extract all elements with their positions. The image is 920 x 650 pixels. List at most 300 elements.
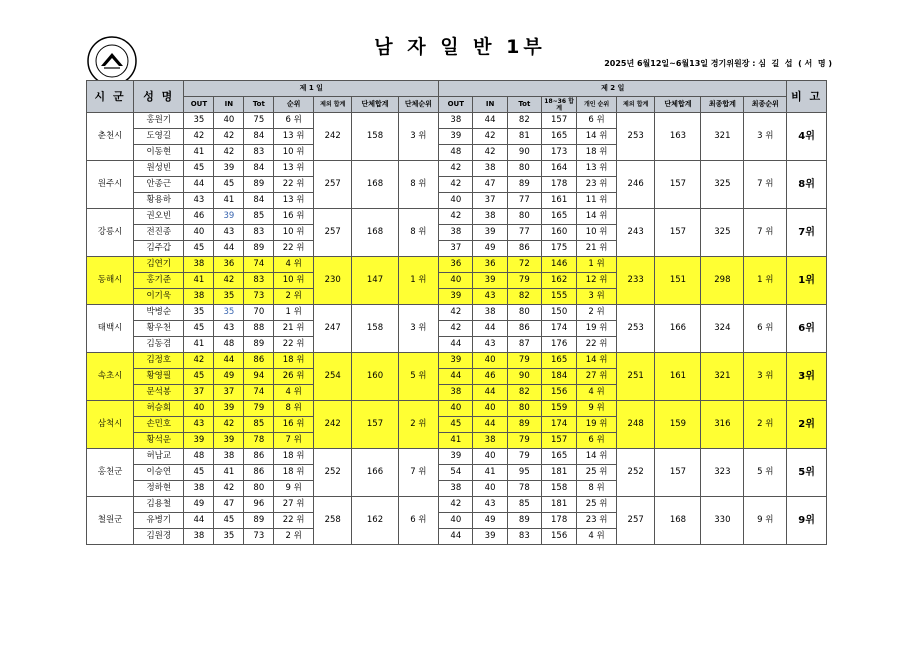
d1-tot: 83 [244,273,274,289]
d2-cumulative: 165 [541,449,576,465]
d1-rank: 27 위 [274,497,314,513]
col-d2-cum: 18~36 합계 [541,97,576,113]
d1-rank: 10 위 [274,145,314,161]
d1-out: 45 [184,161,214,177]
d2-cumulative: 164 [541,161,576,177]
d1-out: 44 [184,513,214,529]
remark-rank: 7위 [787,209,827,257]
final-rank: 3 위 [744,113,787,161]
d1-rank: 21 위 [274,321,314,337]
d1-out: 42 [184,129,214,145]
d2-out: 38 [439,481,473,497]
team-region: 동해시 [87,257,134,305]
d1-rank: 26 위 [274,369,314,385]
d2-in: 38 [473,305,507,321]
d2-indiv-rank: 21 위 [577,241,617,257]
d1-in: 45 [214,177,244,193]
d1-out: 38 [184,529,214,545]
d2-out: 39 [439,129,473,145]
d2-in: 39 [473,225,507,241]
d2-cumulative: 173 [541,145,576,161]
d2-cumulative: 157 [541,113,576,129]
d2-team-sum: 166 [655,305,701,353]
d2-in: 44 [473,417,507,433]
final-sum: 298 [701,257,744,305]
d1-out: 45 [184,321,214,337]
player-name: 도영길 [134,129,184,145]
d2-cumulative: 174 [541,321,576,337]
d2-cumulative: 150 [541,305,576,321]
col-d2-tot: Tot [507,97,541,113]
d1-team-sum: 157 [352,401,398,449]
d2-tot: 81 [507,129,541,145]
d2-indiv-rank: 14 위 [577,353,617,369]
d1-in: 40 [214,113,244,129]
d1-tot: 89 [244,241,274,257]
remark-rank: 5위 [787,449,827,497]
d2-indiv-rank: 19 위 [577,321,617,337]
d2-tot: 79 [507,353,541,369]
d2-team-sum: 157 [655,449,701,497]
d2-in: 38 [473,433,507,449]
d2-in: 40 [473,449,507,465]
d2-tot: 80 [507,305,541,321]
d2-out: 39 [439,289,473,305]
d2-out: 44 [439,369,473,385]
d2-cumulative: 159 [541,401,576,417]
d2-out: 44 [439,337,473,353]
d2-out: 54 [439,465,473,481]
d2-out: 41 [439,433,473,449]
d2-tot: 86 [507,241,541,257]
d1-out: 37 [184,385,214,401]
player-row [87,161,827,177]
remark-rank: 3위 [787,353,827,401]
d2-indiv-rank: 14 위 [577,129,617,145]
d2-tot: 85 [507,497,541,513]
final-rank: 6 위 [744,305,787,353]
d1-tot: 74 [244,257,274,273]
player-name: 허승회 [134,401,184,417]
d1-tot: 84 [244,193,274,209]
d2-team-sum: 151 [655,257,701,305]
d2-team-sum: 163 [655,113,701,161]
d1-team-exclude: 242 [313,401,352,449]
team-region: 강릉시 [87,209,134,257]
d2-indiv-rank: 12 위 [577,273,617,289]
d2-cumulative: 156 [541,529,576,545]
d2-team-exclude: 243 [616,209,655,257]
d1-rank: 2 위 [274,529,314,545]
player-name: 원성빈 [134,161,184,177]
d2-in: 40 [473,353,507,369]
d1-team-rank: 3 위 [398,305,439,353]
d2-out: 39 [439,449,473,465]
player-row [87,305,827,321]
d2-in: 47 [473,177,507,193]
team-region: 태백시 [87,305,134,353]
player-row [87,401,827,417]
player-row [87,209,827,225]
d2-indiv-rank: 10 위 [577,225,617,241]
d1-in: 42 [214,145,244,161]
d2-cumulative: 160 [541,225,576,241]
d2-in: 42 [473,129,507,145]
d1-tot: 85 [244,209,274,225]
d2-in: 44 [473,385,507,401]
d1-rank: 13 위 [274,161,314,177]
d1-in: 48 [214,337,244,353]
d1-team-sum: 168 [352,209,398,257]
d1-out: 38 [184,257,214,273]
d1-out: 41 [184,337,214,353]
player-row [87,353,827,369]
d1-team-exclude: 247 [313,305,352,353]
d1-rank: 4 위 [274,257,314,273]
d2-in: 44 [473,113,507,129]
d1-out: 44 [184,177,214,193]
col-day2: 제 2 일 [439,81,787,97]
d2-out: 40 [439,273,473,289]
d1-in: 39 [214,161,244,177]
d2-cumulative: 181 [541,497,576,513]
d2-cumulative: 176 [541,337,576,353]
d1-tot: 89 [244,177,274,193]
d2-in: 37 [473,193,507,209]
final-sum: 323 [701,449,744,497]
d1-out: 41 [184,273,214,289]
d2-indiv-rank: 14 위 [577,209,617,225]
d1-tot: 89 [244,513,274,529]
col-final-sum: 최종합계 [701,97,744,113]
page-title: 남 자 일 반 1부 [374,36,546,58]
col-day1: 제 1 일 [184,81,439,97]
d1-out: 38 [184,481,214,497]
player-name: 김연기 [134,257,184,273]
d1-team-rank: 1 위 [398,257,439,305]
d1-in: 38 [214,449,244,465]
d1-out: 43 [184,193,214,209]
d2-indiv-rank: 4 위 [577,529,617,545]
d2-indiv-rank: 19 위 [577,417,617,433]
d1-in: 41 [214,193,244,209]
d1-team-rank: 8 위 [398,209,439,257]
d2-indiv-rank: 3 위 [577,289,617,305]
col-d1-out: OUT [184,97,214,113]
d1-team-exclude: 252 [313,449,352,497]
player-name: 김원경 [134,529,184,545]
d2-tot: 79 [507,273,541,289]
final-rank: 2 위 [744,401,787,449]
d1-team-rank: 3 위 [398,113,439,161]
col-d2-out: OUT [439,97,473,113]
d2-tot: 95 [507,465,541,481]
d2-tot: 89 [507,513,541,529]
d2-tot: 86 [507,321,541,337]
d2-in: 43 [473,497,507,513]
final-rank: 1 위 [744,257,787,305]
d1-in: 47 [214,497,244,513]
d2-tot: 82 [507,385,541,401]
d2-cumulative: 174 [541,417,576,433]
d2-cumulative: 165 [541,353,576,369]
d1-rank: 18 위 [274,353,314,369]
d2-out: 42 [439,177,473,193]
d2-in: 38 [473,161,507,177]
d1-team-sum: 162 [352,497,398,545]
d2-indiv-rank: 1 위 [577,257,617,273]
team-region: 철원군 [87,497,134,545]
d1-out: 39 [184,433,214,449]
d2-indiv-rank: 27 위 [577,369,617,385]
d2-tot: 89 [507,177,541,193]
player-name: 유병기 [134,513,184,529]
score-table [86,80,827,545]
d2-in: 39 [473,273,507,289]
player-row [87,257,827,273]
d2-team-sum: 157 [655,161,701,209]
team-region: 속초시 [87,353,134,401]
d1-in: 44 [214,353,244,369]
d2-tot: 82 [507,289,541,305]
d2-cumulative: 158 [541,481,576,497]
d1-out: 49 [184,497,214,513]
d2-indiv-rank: 2 위 [577,305,617,321]
d2-cumulative: 157 [541,433,576,449]
player-name: 김주갑 [134,241,184,257]
player-name: 황석운 [134,433,184,449]
d1-tot: 70 [244,305,274,321]
d1-team-exclude: 230 [313,257,352,305]
d1-out: 40 [184,225,214,241]
d1-tot: 85 [244,417,274,433]
d2-team-sum: 157 [655,209,701,257]
d1-rank: 18 위 [274,465,314,481]
d2-in: 39 [473,529,507,545]
d2-out: 36 [439,257,473,273]
d1-in: 43 [214,225,244,241]
d2-tot: 72 [507,257,541,273]
d1-team-sum: 158 [352,305,398,353]
d1-out: 46 [184,209,214,225]
col-d1-in: IN [214,97,244,113]
d1-tot: 84 [244,161,274,177]
d2-cumulative: 161 [541,193,576,209]
d2-indiv-rank: 14 위 [577,449,617,465]
player-name: 황영필 [134,369,184,385]
d1-in: 42 [214,481,244,497]
d1-tot: 94 [244,369,274,385]
d1-team-rank: 2 위 [398,401,439,449]
d1-team-exclude: 242 [313,113,352,161]
col-d2-indiv-rank: 개인 순위 [577,97,617,113]
d1-team-exclude: 258 [313,497,352,545]
d1-team-rank: 8 위 [398,161,439,209]
d2-tot: 78 [507,481,541,497]
d2-out: 40 [439,513,473,529]
d1-tot: 86 [244,465,274,481]
d1-rank: 16 위 [274,417,314,433]
d1-team-rank: 6 위 [398,497,439,545]
player-name: 손민호 [134,417,184,433]
d2-tot: 89 [507,417,541,433]
d2-indiv-rank: 11 위 [577,193,617,209]
d2-indiv-rank: 6 위 [577,113,617,129]
d1-rank: 22 위 [274,513,314,529]
final-rank: 7 위 [744,209,787,257]
final-sum: 321 [701,113,744,161]
d1-team-sum: 168 [352,161,398,209]
d2-indiv-rank: 4 위 [577,385,617,401]
d2-in: 43 [473,337,507,353]
d1-tot: 73 [244,289,274,305]
player-name: 안종근 [134,177,184,193]
d2-out: 48 [439,145,473,161]
col-d2-in: IN [473,97,507,113]
d2-out: 42 [439,209,473,225]
d1-rank: 6 위 [274,113,314,129]
d1-tot: 78 [244,433,274,449]
d2-cumulative: 165 [541,209,576,225]
d1-tot: 96 [244,497,274,513]
col-d1-team-rank: 단체순위 [398,97,439,113]
d2-cumulative: 178 [541,513,576,529]
d2-cumulative: 146 [541,257,576,273]
d2-tot: 90 [507,145,541,161]
d1-out: 48 [184,449,214,465]
d1-tot: 84 [244,129,274,145]
col-region: 시 군 [87,81,134,113]
player-name: 전진종 [134,225,184,241]
d2-tot: 80 [507,401,541,417]
d1-rank: 4 위 [274,385,314,401]
player-name: 이동현 [134,145,184,161]
d2-indiv-rank: 13 위 [577,161,617,177]
d1-tot: 83 [244,145,274,161]
d1-in: 42 [214,273,244,289]
player-name: 권오빈 [134,209,184,225]
d2-tot: 87 [507,337,541,353]
d2-tot: 82 [507,113,541,129]
d1-team-sum: 158 [352,113,398,161]
d2-out: 40 [439,401,473,417]
d2-in: 49 [473,241,507,257]
d2-in: 42 [473,145,507,161]
d1-rank: 10 위 [274,273,314,289]
d2-indiv-rank: 8 위 [577,481,617,497]
d1-in: 44 [214,241,244,257]
d2-out: 42 [439,305,473,321]
d1-rank: 22 위 [274,177,314,193]
team-region: 삼척시 [87,401,134,449]
col-final-rank: 최종순위 [744,97,787,113]
d1-rank: 8 위 [274,401,314,417]
d1-team-rank: 7 위 [398,449,439,497]
player-name: 황용하 [134,193,184,209]
d1-in: 43 [214,321,244,337]
d1-out: 45 [184,465,214,481]
d2-indiv-rank: 23 위 [577,177,617,193]
d1-in: 42 [214,129,244,145]
d1-in: 42 [214,417,244,433]
d2-out: 40 [439,193,473,209]
d1-rank: 13 위 [274,193,314,209]
d2-team-exclude: 257 [616,497,655,545]
d2-out: 38 [439,385,473,401]
final-sum: 324 [701,305,744,353]
d1-in: 45 [214,513,244,529]
d2-team-exclude: 233 [616,257,655,305]
d1-tot: 74 [244,385,274,401]
d2-cumulative: 184 [541,369,576,385]
d2-in: 43 [473,289,507,305]
d2-in: 36 [473,257,507,273]
d1-in: 39 [214,433,244,449]
player-name: 문석봉 [134,385,184,401]
d1-in: 49 [214,369,244,385]
d1-tot: 86 [244,353,274,369]
d1-out: 40 [184,401,214,417]
d2-indiv-rank: 23 위 [577,513,617,529]
final-rank: 3 위 [744,353,787,401]
d2-tot: 79 [507,449,541,465]
d2-in: 49 [473,513,507,529]
player-name: 김용철 [134,497,184,513]
d2-tot: 79 [507,433,541,449]
d2-in: 38 [473,209,507,225]
d1-tot: 88 [244,321,274,337]
d2-indiv-rank: 25 위 [577,497,617,513]
d2-tot: 80 [507,209,541,225]
d2-out: 42 [439,321,473,337]
player-name: 이기욱 [134,289,184,305]
d2-team-sum: 161 [655,353,701,401]
col-remark: 비 고 [787,81,827,113]
d1-tot: 80 [244,481,274,497]
col-d1-team-sum: 단체합계 [352,97,398,113]
final-sum: 325 [701,161,744,209]
col-name: 성 명 [134,81,184,113]
remark-rank: 9위 [787,497,827,545]
remark-rank: 4위 [787,113,827,161]
d1-team-rank: 5 위 [398,353,439,401]
d2-team-exclude: 253 [616,305,655,353]
d1-rank: 9 위 [274,481,314,497]
d1-team-exclude: 257 [313,209,352,257]
d2-team-exclude: 252 [616,449,655,497]
d2-out: 44 [439,529,473,545]
d1-rank: 1 위 [274,305,314,321]
col-d2-exclude: 제외 합계 [616,97,655,113]
d2-in: 40 [473,401,507,417]
d2-out: 39 [439,353,473,369]
col-d2-team-sum: 단체합계 [655,97,701,113]
d2-tot: 80 [507,161,541,177]
period-and-supervisor: 2025년 6월12일~6월13일 경기위원장 : 심 길 섭 ( 서 명 ) [604,59,832,68]
d2-cumulative: 162 [541,273,576,289]
d2-tot: 77 [507,225,541,241]
d1-rank: 22 위 [274,337,314,353]
d1-out: 43 [184,417,214,433]
d2-team-exclude: 248 [616,401,655,449]
d2-indiv-rank: 22 위 [577,337,617,353]
d1-tot: 75 [244,113,274,129]
final-sum: 330 [701,497,744,545]
final-rank: 7 위 [744,161,787,209]
d2-team-sum: 159 [655,401,701,449]
d1-out: 41 [184,145,214,161]
final-sum: 325 [701,209,744,257]
